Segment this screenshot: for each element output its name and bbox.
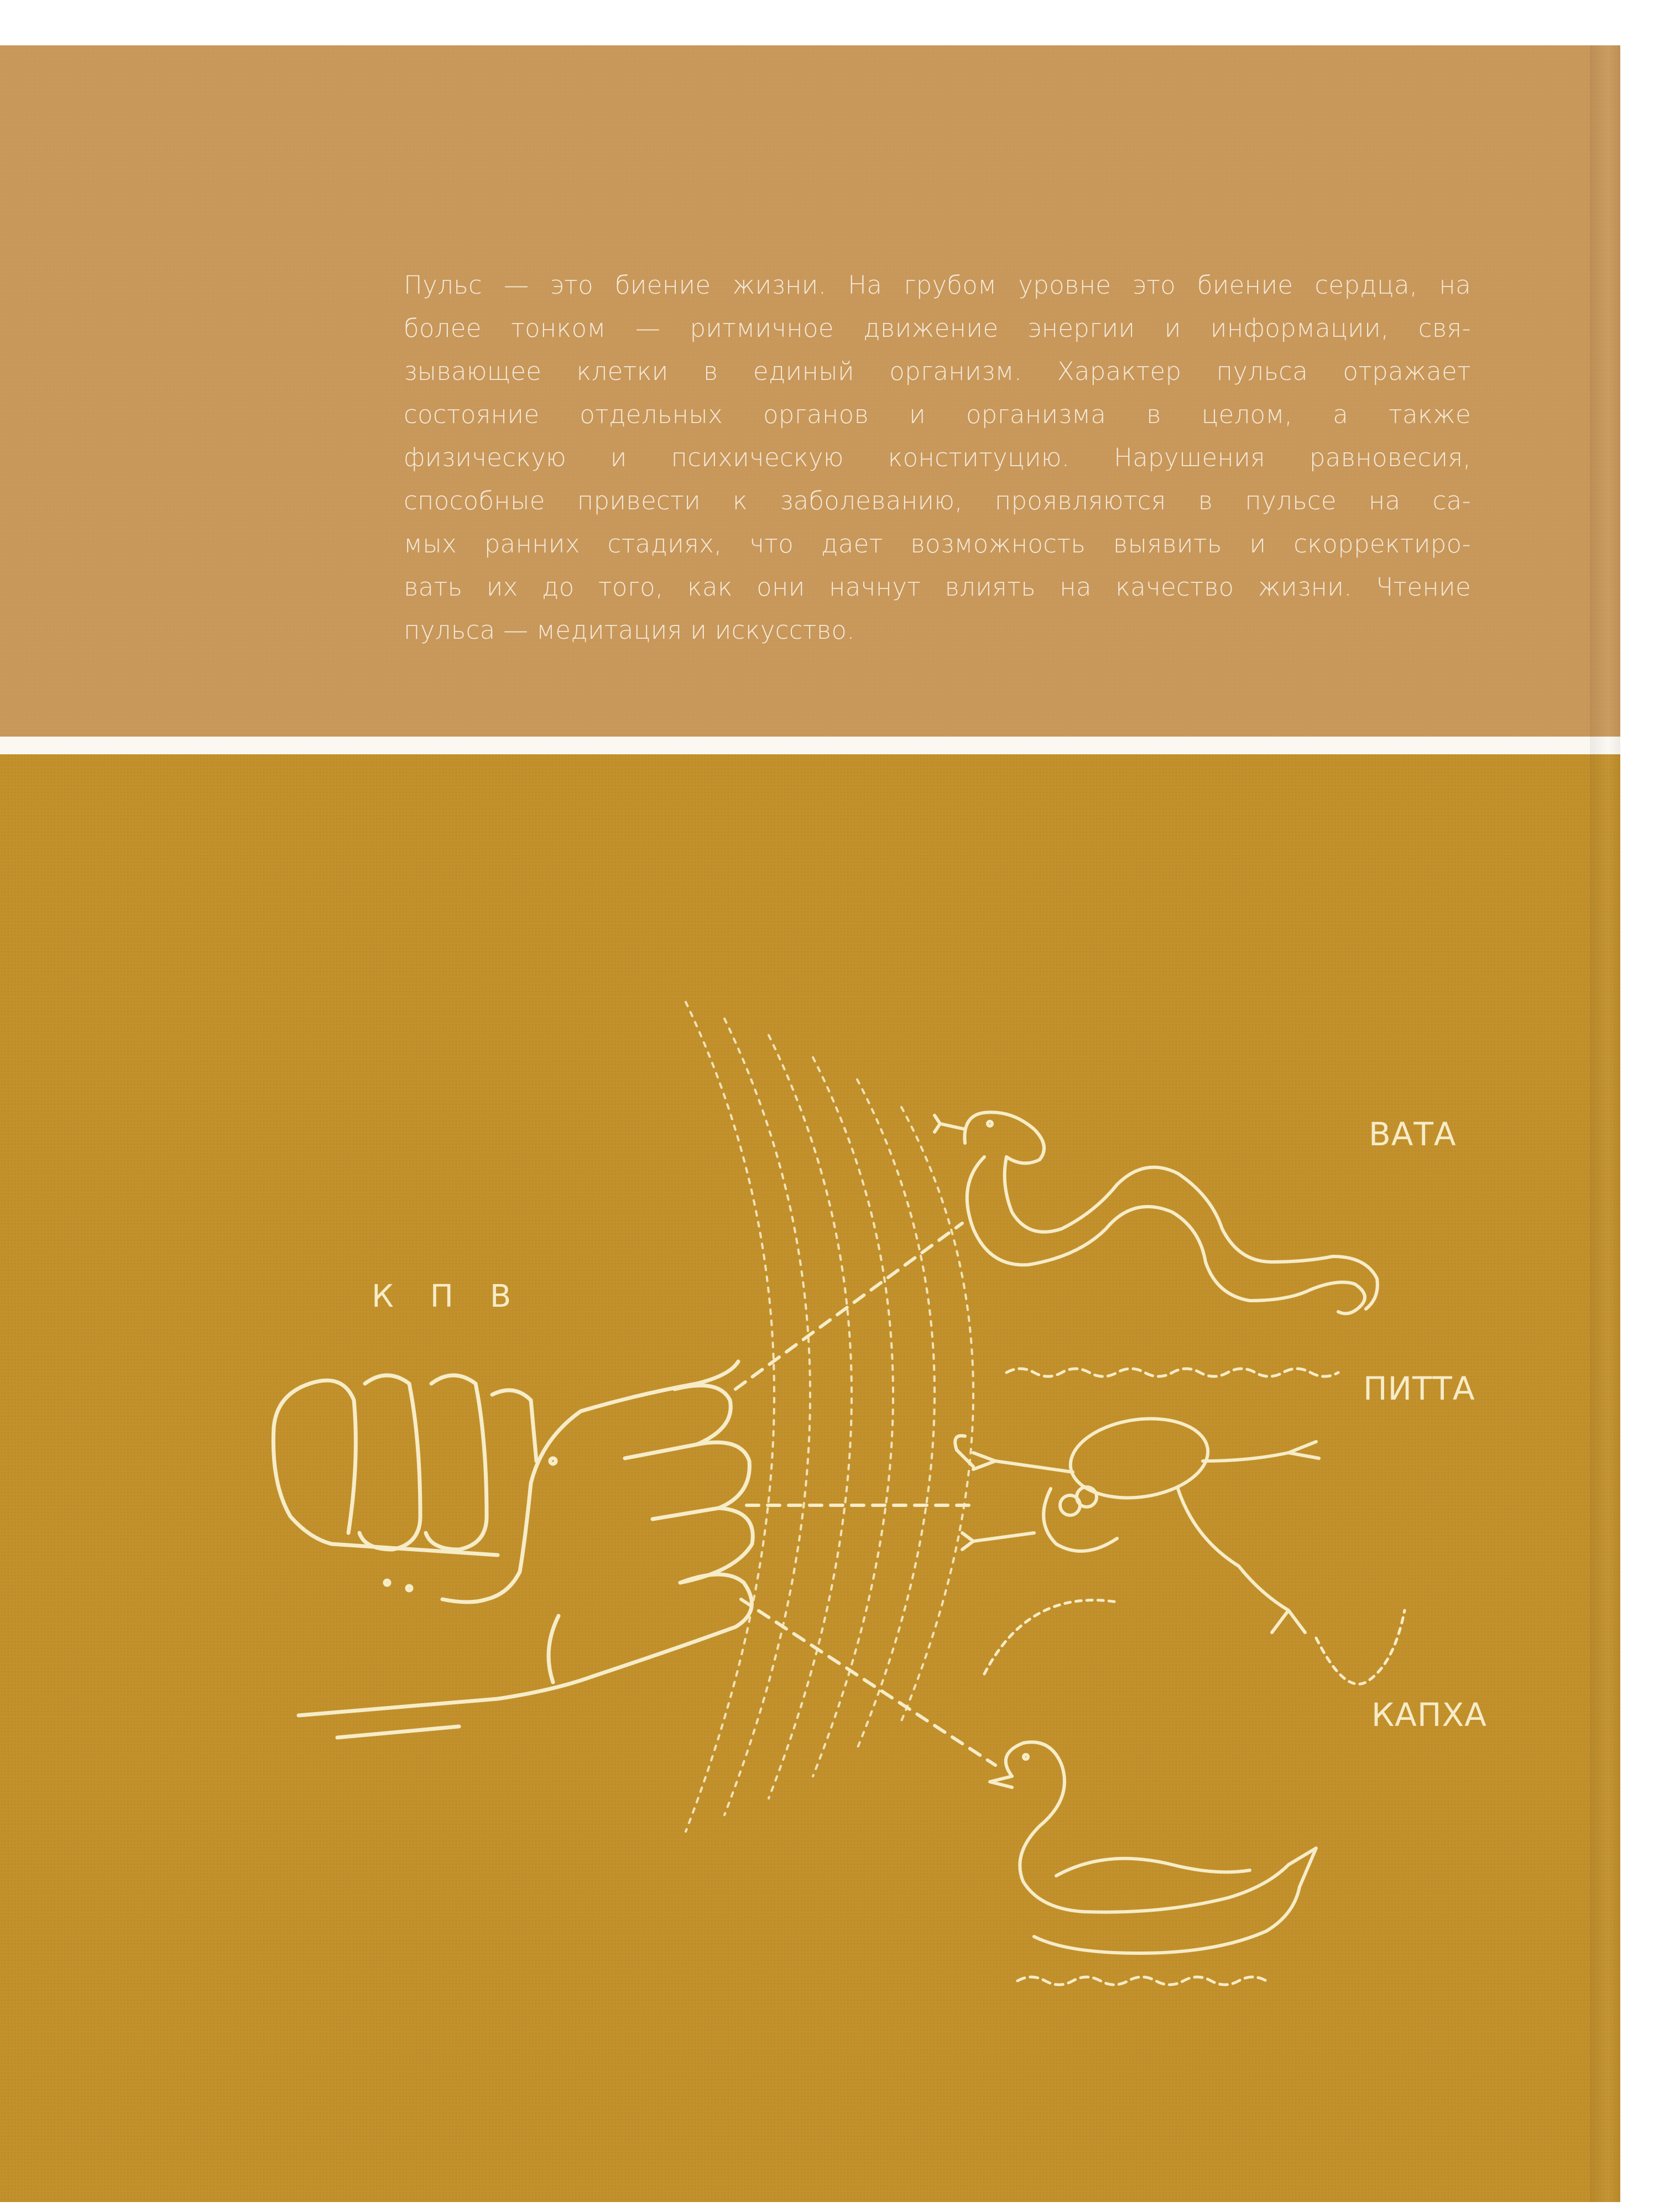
blurb-line: зывающее клетки в единый организм. Характер пульса отражает (404, 357, 1471, 386)
finger-label-v: В (489, 1279, 528, 1314)
blurb-line: мых ранних стадиях, что дает возможность выявить и скорректиро- (404, 529, 1471, 559)
swan-icon (990, 1742, 1316, 1953)
finger-labels (372, 1279, 547, 1314)
finger-label-k: К (372, 1279, 410, 1314)
snake-icon (935, 1112, 1378, 1313)
finger-label-p: П (430, 1279, 470, 1314)
jump-arcs (984, 1600, 1405, 1684)
blurb-line: вать их до того, как они начнут влиять на качество жизни. Чтение (404, 572, 1471, 602)
label-vata: ВАТА (1369, 1115, 1457, 1153)
blurb-line: способные привести к заболеванию, проявляются в пульсе на са- (404, 486, 1471, 515)
blurb-line: физическую и психическую конституцию. Нарушения равновесия, (404, 443, 1471, 472)
wavy-line (1018, 1977, 1266, 1985)
frog-icon (955, 1410, 1319, 1632)
hand-icon (273, 1361, 753, 1738)
blurb-line: более тонком — ритмичное движение энергии и информации, свя- (404, 314, 1471, 343)
blurb-line: Пульс — это биение жизни. На грубом уровне это биение сердца, на (404, 270, 1471, 300)
blurb-line: пульса — медитация и искусство. (404, 615, 855, 645)
connection-lines (735, 1223, 995, 1765)
blurb-line: состояние отдельных органов и организма в целом, а также (404, 400, 1471, 429)
spine-edge (1590, 45, 1620, 2202)
label-pitta: ПИТТА (1363, 1370, 1475, 1407)
back-cover (0, 45, 1620, 2202)
wavy-line (1006, 1369, 1338, 1376)
label-kapha: КАПХА (1371, 1696, 1487, 1734)
